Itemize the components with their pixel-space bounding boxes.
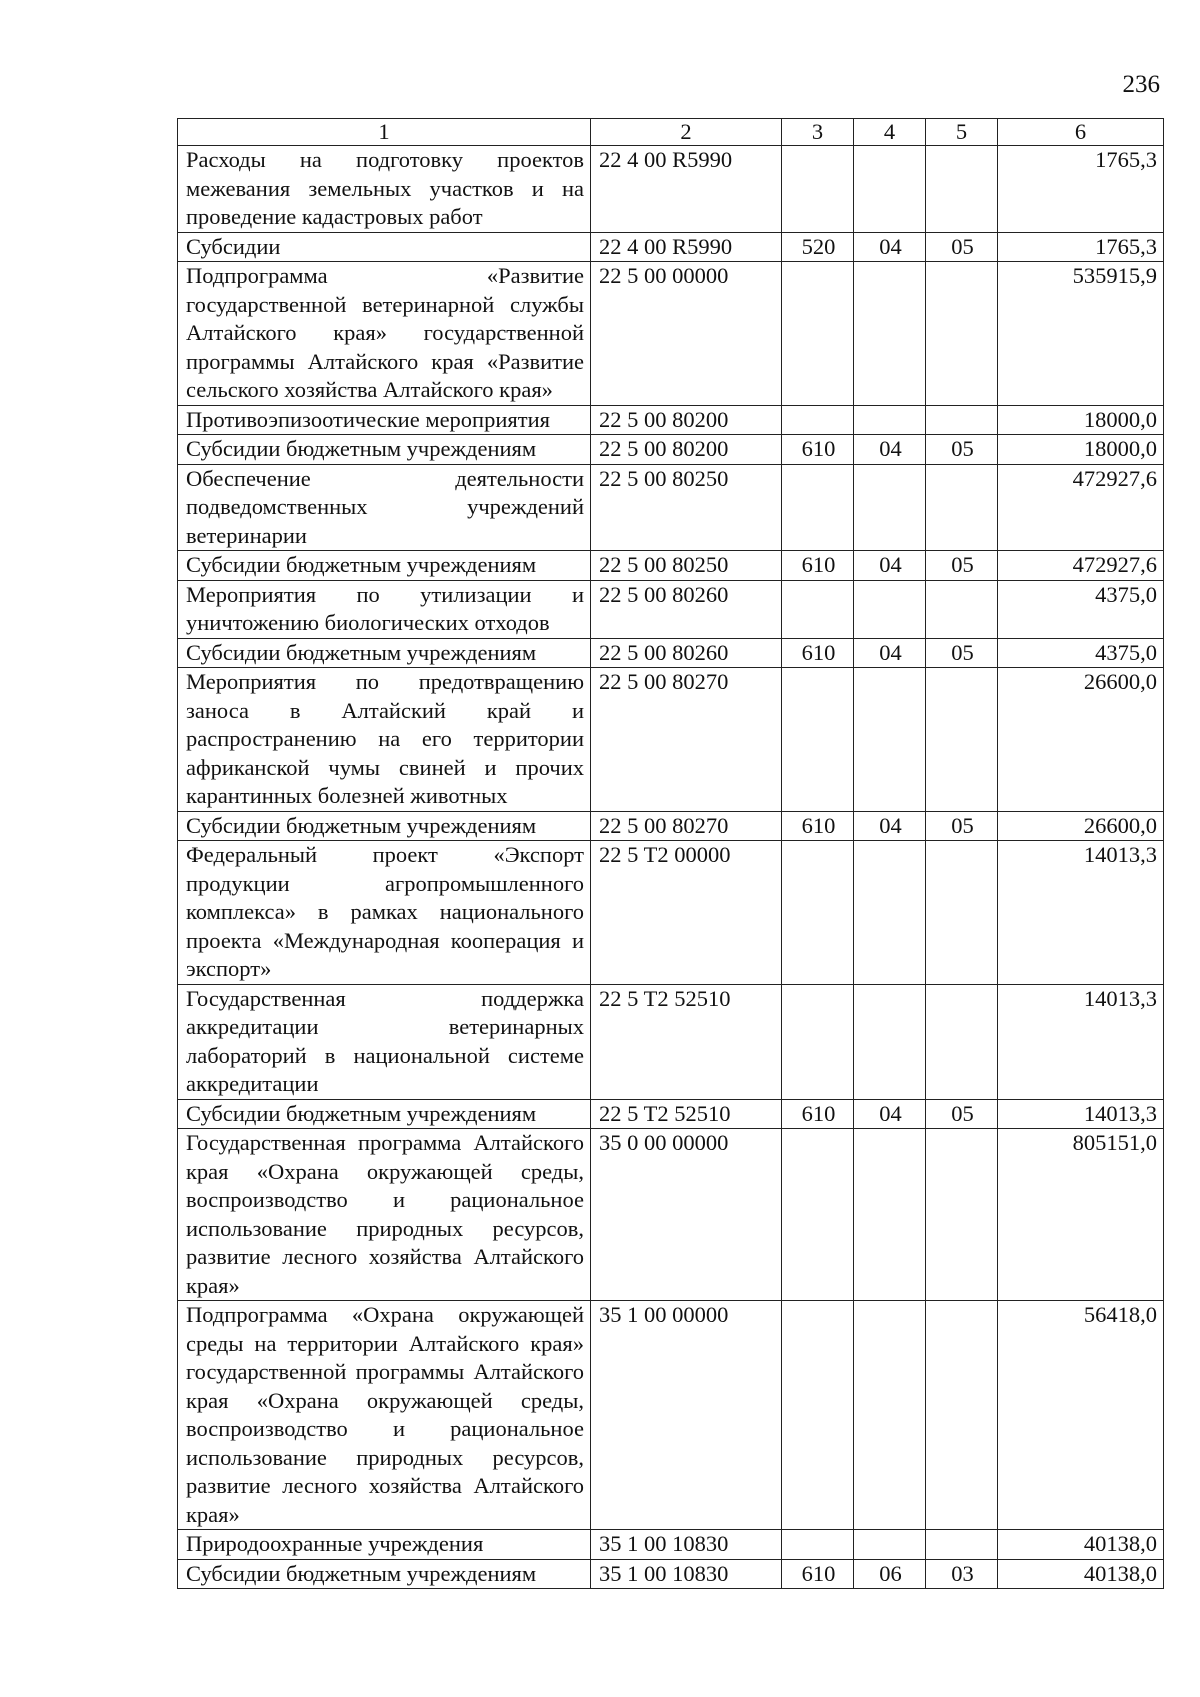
row-col3-cell: [782, 668, 854, 812]
row-col5-cell: 05: [926, 435, 998, 465]
row-col5-cell: 05: [926, 232, 998, 262]
row-col4-cell: 04: [854, 638, 926, 668]
row-amount-cell: 26600,0: [998, 811, 1164, 841]
row-col3-cell: 610: [782, 435, 854, 465]
row-name-cell: Подпрограмма «Развитие государственной ветеринарной службы Алтайского края» государственной программы Алтайского края «Развитие сельского хозяйства Алтайского края»: [178, 262, 591, 406]
table-row: [178, 435, 1164, 465]
row-code-cell: 22 5 00 80260: [591, 580, 782, 638]
row-col4-cell: 04: [854, 232, 926, 262]
row-name-cell: Субсидии: [178, 232, 591, 262]
row-code-cell: 35 1 00 10830: [591, 1559, 782, 1589]
table-row: [178, 1099, 1164, 1129]
row-code-cell: 22 5 00 80250: [591, 551, 782, 581]
row-col5-cell: [926, 580, 998, 638]
row-col5-cell: [926, 984, 998, 1099]
row-col3-cell: [782, 1301, 854, 1530]
table-row: [178, 1301, 1164, 1530]
table-row: [178, 668, 1164, 812]
row-name-cell: Субсидии бюджетным учреждениям: [178, 551, 591, 581]
row-amount-cell: 14013,3: [998, 841, 1164, 985]
table-header-row: [178, 119, 1164, 146]
row-amount-cell: 472927,6: [998, 551, 1164, 581]
row-amount-cell: 14013,3: [998, 984, 1164, 1099]
row-col4-cell: [854, 668, 926, 812]
row-name-cell: Субсидии бюджетным учреждениям: [178, 811, 591, 841]
table-row: [178, 262, 1164, 406]
column-header-6: 6: [998, 119, 1164, 146]
row-col5-cell: 05: [926, 1099, 998, 1129]
row-code-cell: 35 0 00 00000: [591, 1129, 782, 1301]
row-col3-cell: 610: [782, 1559, 854, 1589]
row-code-cell: 22 5 00 80200: [591, 405, 782, 435]
row-amount-cell: 4375,0: [998, 580, 1164, 638]
row-col5-cell: [926, 262, 998, 406]
row-name-cell: Мероприятия по предотвращению заноса в Алтайский край и распространению на его территории африканской чумы свиней и прочих карантинных болезней животных: [178, 668, 591, 812]
row-code-cell: 22 5 00 00000: [591, 262, 782, 406]
row-col3-cell: [782, 262, 854, 406]
table-row: [178, 811, 1164, 841]
row-col5-cell: [926, 1129, 998, 1301]
row-col4-cell: 04: [854, 435, 926, 465]
row-code-cell: 22 5 00 80270: [591, 811, 782, 841]
row-amount-cell: 805151,0: [998, 1129, 1164, 1301]
row-name-cell: Противоэпизоотические мероприятия: [178, 405, 591, 435]
column-header-4: 4: [854, 119, 926, 146]
row-name-cell: Государственная поддержка аккредитации ветеринарных лабораторий в национальной системе аккредитации: [178, 984, 591, 1099]
row-col4-cell: 04: [854, 551, 926, 581]
row-col3-cell: 610: [782, 551, 854, 581]
row-name-cell: Расходы на подготовку проектов межевания земельных участков и на проведение кадастровых работ: [178, 146, 591, 233]
row-name-cell: Субсидии бюджетным учреждениям: [178, 1099, 591, 1129]
row-col4-cell: [854, 464, 926, 551]
row-name-cell: Обеспечение деятельности подведомственных учреждений ветеринарии: [178, 464, 591, 551]
row-col3-cell: 610: [782, 1099, 854, 1129]
row-code-cell: 22 5 00 80200: [591, 435, 782, 465]
row-col3-cell: [782, 984, 854, 1099]
row-amount-cell: 1765,3: [998, 232, 1164, 262]
row-col5-cell: 05: [926, 551, 998, 581]
column-header-5: 5: [926, 119, 998, 146]
row-col5-cell: [926, 405, 998, 435]
table-row: [178, 580, 1164, 638]
row-code-cell: 22 5 00 80260: [591, 638, 782, 668]
row-amount-cell: 535915,9: [998, 262, 1164, 406]
column-header-2: 2: [591, 119, 782, 146]
row-code-cell: 22 5 T2 52510: [591, 1099, 782, 1129]
row-code-cell: 22 4 00 R5990: [591, 146, 782, 233]
table-row: [178, 405, 1164, 435]
row-col5-cell: [926, 146, 998, 233]
row-col4-cell: [854, 405, 926, 435]
row-amount-cell: 14013,3: [998, 1099, 1164, 1129]
row-amount-cell: 26600,0: [998, 668, 1164, 812]
row-name-cell: Природоохранные учреждения: [178, 1530, 591, 1560]
table-row: [178, 464, 1164, 551]
row-col5-cell: [926, 1301, 998, 1530]
row-col3-cell: [782, 841, 854, 985]
row-amount-cell: 40138,0: [998, 1559, 1164, 1589]
table-row: [178, 146, 1164, 233]
row-col4-cell: 04: [854, 811, 926, 841]
row-col5-cell: 05: [926, 811, 998, 841]
row-code-cell: 22 5 T2 52510: [591, 984, 782, 1099]
row-col5-cell: [926, 668, 998, 812]
row-col3-cell: [782, 146, 854, 233]
row-amount-cell: 472927,6: [998, 464, 1164, 551]
row-col4-cell: [854, 1301, 926, 1530]
table-row: [178, 984, 1164, 1099]
row-name-cell: Мероприятия по утилизации и уничтожению биологических отходов: [178, 580, 591, 638]
table-row: [178, 1129, 1164, 1301]
row-col4-cell: 04: [854, 1099, 926, 1129]
column-header-3: 3: [782, 119, 854, 146]
row-col3-cell: [782, 464, 854, 551]
table-row: [178, 638, 1164, 668]
page-number: 236: [1122, 71, 1160, 98]
row-code-cell: 35 1 00 00000: [591, 1301, 782, 1530]
table-row: [178, 841, 1164, 985]
row-col5-cell: 05: [926, 638, 998, 668]
row-amount-cell: 40138,0: [998, 1530, 1164, 1560]
row-col5-cell: [926, 841, 998, 985]
row-col5-cell: [926, 1530, 998, 1560]
row-col3-cell: [782, 405, 854, 435]
table-row: [178, 232, 1164, 262]
row-col4-cell: [854, 146, 926, 233]
row-amount-cell: 1765,3: [998, 146, 1164, 233]
row-col3-cell: [782, 1129, 854, 1301]
row-col3-cell: [782, 580, 854, 638]
row-col3-cell: 520: [782, 232, 854, 262]
row-col4-cell: [854, 1530, 926, 1560]
row-name-cell: Субсидии бюджетным учреждениям: [178, 435, 591, 465]
row-code-cell: 22 4 00 R5990: [591, 232, 782, 262]
row-col5-cell: [926, 464, 998, 551]
table-row: [178, 551, 1164, 581]
table-row: [178, 1559, 1164, 1589]
row-code-cell: 35 1 00 10830: [591, 1530, 782, 1560]
row-code-cell: 22 5 00 80270: [591, 668, 782, 812]
row-col4-cell: [854, 841, 926, 985]
column-header-1: 1: [178, 119, 591, 146]
row-col3-cell: [782, 1530, 854, 1560]
row-col4-cell: 06: [854, 1559, 926, 1589]
budget-table: [177, 118, 1164, 1589]
row-col4-cell: [854, 1129, 926, 1301]
row-col4-cell: [854, 262, 926, 406]
row-name-cell: Подпрограмма «Охрана окружающей среды на территории Алтайского края» государственной программы Алтайского края «Охрана окружающей среды, воспроизводство и рациональное использование природных ресурсов, развитие лесного хозяйства Алтайского края»: [178, 1301, 591, 1530]
row-amount-cell: 56418,0: [998, 1301, 1164, 1530]
row-name-cell: Субсидии бюджетным учреждениям: [178, 638, 591, 668]
row-col4-cell: [854, 984, 926, 1099]
table-body: [178, 146, 1164, 1589]
row-col3-cell: 610: [782, 638, 854, 668]
row-amount-cell: 18000,0: [998, 405, 1164, 435]
row-code-cell: 22 5 00 80250: [591, 464, 782, 551]
row-code-cell: 22 5 T2 00000: [591, 841, 782, 985]
row-name-cell: Государственная программа Алтайского края «Охрана окружающей среды, воспроизводство и рациональное использование природных ресурсов, развитие лесного хозяйства Алтайского края»: [178, 1129, 591, 1301]
row-name-cell: Федеральный проект «Экспорт продукции агропромышленного комплекса» в рамках национального проекта «Международная кооперация и экспорт»: [178, 841, 591, 985]
row-col4-cell: [854, 580, 926, 638]
row-amount-cell: 18000,0: [998, 435, 1164, 465]
row-amount-cell: 4375,0: [998, 638, 1164, 668]
table-row: [178, 1530, 1164, 1560]
row-col3-cell: 610: [782, 811, 854, 841]
row-col5-cell: 03: [926, 1559, 998, 1589]
row-name-cell: Субсидии бюджетным учреждениям: [178, 1559, 591, 1589]
